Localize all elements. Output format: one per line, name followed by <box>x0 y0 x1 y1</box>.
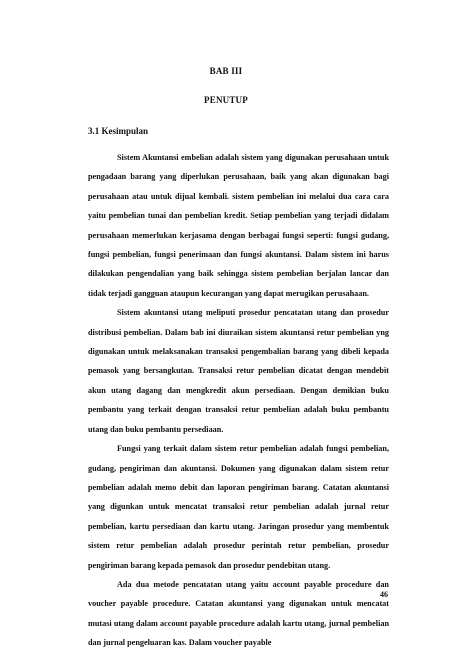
paragraph: Ada dua metode pencatatan utang yaitu account payable procedure dan voucher payable procedure. Catatan akuntansi yang digunakan untuk mencatat mutasi utang dalam account payable procedure adalah kartu utang, jurnal pembelian dan jurnal pengeluaran kas. Dalam voucher payable <box>88 579 389 648</box>
body-text <box>88 148 389 653</box>
page-number: 46 <box>380 590 388 599</box>
paragraph: Fungsi yang terkait dalam sistem retur pembelian adalah fungsi pembelian, gudang, pengiriman dan akuntansi. Dokumen yang digunakan dalam sistem retur pembelian adalah memo debit dan laporan pengiriman barang. Catatan akuntansi yang digunkan untuk mencatat transaksi retur pembelian adalah jurnal retur pembelian, kartu persediaan dan kartu utang. Jaringan prosedur yang membentuk sistem retur pembelian adalah prosedur perintah retur pembelian, prosedur pengiriman barang kepada pemasok dan prosedur pendebitan utang. <box>88 444 389 570</box>
paragraph: Sistem akuntansi utang meliputi prosedur pencatatan utang dan prosedur distribusi pembelian. Dalam bab ini diuraikan sistem akuntansi retur pembelian yng digunakan untuk melaksanakan transaksi pengembalian barang yang dibeli kepada pemasok yang bersangkutan. Transaksi retur pembelian dicatat dengan mendebit akun utang dagang dan mengkredit akun persediaan. Dengan demikian buku pembantu yang terkait dengan transaksi retur pembelian adalah buku pembantu utang dan buku pembantu persediaan. <box>88 308 389 434</box>
chapter-heading: BAB III <box>209 66 243 76</box>
chapter-title: PENUTUP <box>204 95 248 105</box>
section-title: 3.1 Kesimpulan <box>88 126 149 136</box>
paragraph: Sistem Akuntansi embelian adalah sistem yang digunakan perusahaan untuk pengadaan barang yang diperlukan perusahaan, baik yang akan digunakan bagi perusahaan atau untuk dijual kembali. sistem pembelian ini melalui dua cara cara yaitu pembelian tunai dan pembelian kredit. Setiap pembelian yang terjadi didalam perusahaan memerlukan kerjasama dengan berbagai fungsi seperti: fungsi gudang, fungsi pembelian, fungsi penerimaan dan fungsi akuntansi. Dalam sistem ini harus dilakukan pengendalian yang baik sehingga sistem pembelian berjalan lancar dan tidak terjadi gangguan ataupun kecurangan yang dapat merugikan perusahaan. <box>88 153 389 298</box>
